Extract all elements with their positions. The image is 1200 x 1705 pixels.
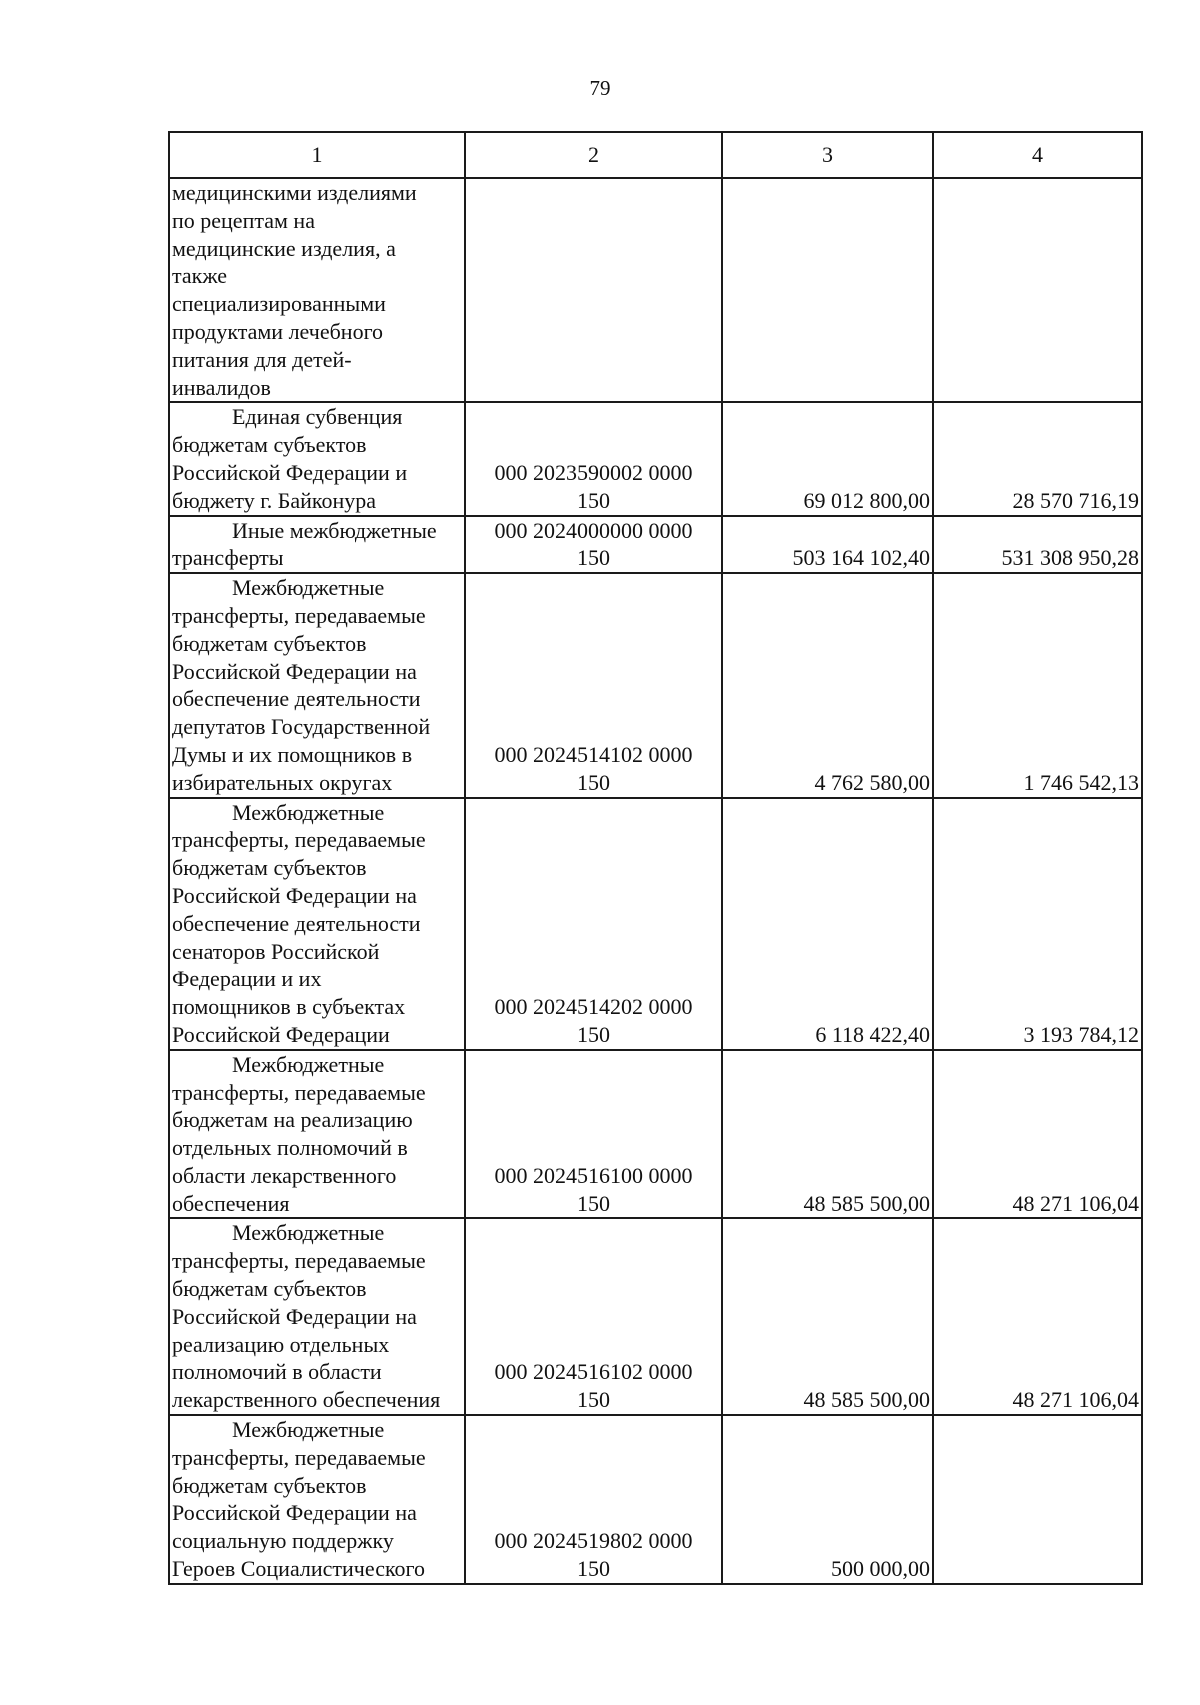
row-value-col4: 1 746 542,13 bbox=[933, 573, 1142, 797]
row-value-col4: 48 271 106,04 bbox=[933, 1050, 1142, 1219]
page-number: 79 bbox=[589, 76, 611, 100]
row-value-col3 bbox=[722, 178, 933, 402]
table-row bbox=[169, 798, 1142, 1050]
row-name: медицинскими изделиями по рецептам на медицинские изделия, а также специализированными продуктами лечебного питания для детей- инвалидов bbox=[169, 178, 465, 402]
header-col-2: 2 bbox=[465, 132, 722, 178]
table-row bbox=[169, 1218, 1142, 1415]
row-name: Единая субвенция бюджетам субъектов Российской Федерации и бюджету г. Байконура bbox=[169, 402, 465, 515]
row-code: 000 2023590002 0000 150 bbox=[465, 402, 722, 515]
row-value-col3: 48 585 500,00 bbox=[722, 1050, 933, 1219]
table-row bbox=[169, 1415, 1142, 1584]
row-name: Иные межбюджетные трансферты bbox=[169, 516, 465, 574]
row-value-col3: 69 012 800,00 bbox=[722, 402, 933, 515]
table-row bbox=[169, 516, 1142, 574]
header-col-1: 1 bbox=[169, 132, 465, 178]
row-code: 000 2024514102 0000 150 bbox=[465, 573, 722, 797]
table-header-row bbox=[169, 132, 1142, 178]
row-name: Межбюджетные трансферты, передаваемые бюджетам субъектов Российской Федерации на реализацию отдельных полномочий в области лекарственного обеспечения bbox=[169, 1218, 465, 1415]
row-value-col4: 28 570 716,19 bbox=[933, 402, 1142, 515]
row-code: 000 2024000000 0000 150 bbox=[465, 516, 722, 574]
row-value-col4: 3 193 784,12 bbox=[933, 798, 1142, 1050]
row-code: 000 2024519802 0000 150 bbox=[465, 1415, 722, 1584]
row-name: Межбюджетные трансферты, передаваемые бюджетам на реализацию отдельных полномочий в области лекарственного обеспечения bbox=[169, 1050, 465, 1219]
row-code: 000 2024516100 0000 150 bbox=[465, 1050, 722, 1219]
header-col-4: 4 bbox=[933, 132, 1142, 178]
row-value-col3: 4 762 580,00 bbox=[722, 573, 933, 797]
row-value-col3: 6 118 422,40 bbox=[722, 798, 933, 1050]
row-value-col4: 531 308 950,28 bbox=[933, 516, 1142, 574]
row-value-col4: 48 271 106,04 bbox=[933, 1218, 1142, 1415]
row-value-col3: 500 000,00 bbox=[722, 1415, 933, 1584]
row-name: Межбюджетные трансферты, передаваемые бюджетам субъектов Российской Федерации на обеспечение деятельности депутатов Государственной Думы и их помощников в избирательных округах bbox=[169, 573, 465, 797]
budget-table bbox=[168, 131, 1143, 1585]
table-row bbox=[169, 178, 1142, 402]
row-name: Межбюджетные трансферты, передаваемые бюджетам субъектов Российской Федерации на социальную поддержку Героев Социалистического bbox=[169, 1415, 465, 1584]
table-row bbox=[169, 1050, 1142, 1219]
row-code: 000 2024514202 0000 150 bbox=[465, 798, 722, 1050]
row-value-col4 bbox=[933, 1415, 1142, 1584]
row-value-col3: 48 585 500,00 bbox=[722, 1218, 933, 1415]
row-name: Межбюджетные трансферты, передаваемые бюджетам субъектов Российской Федерации на обеспечение деятельности сенаторов Российской Федерации и их помощников в субъектах Российской Федерации bbox=[169, 798, 465, 1050]
row-code bbox=[465, 178, 722, 402]
row-value-col4 bbox=[933, 178, 1142, 402]
table-row bbox=[169, 573, 1142, 797]
table-row bbox=[169, 402, 1142, 515]
row-value-col3: 503 164 102,40 bbox=[722, 516, 933, 574]
header-col-3: 3 bbox=[722, 132, 933, 178]
row-code: 000 2024516102 0000 150 bbox=[465, 1218, 722, 1415]
